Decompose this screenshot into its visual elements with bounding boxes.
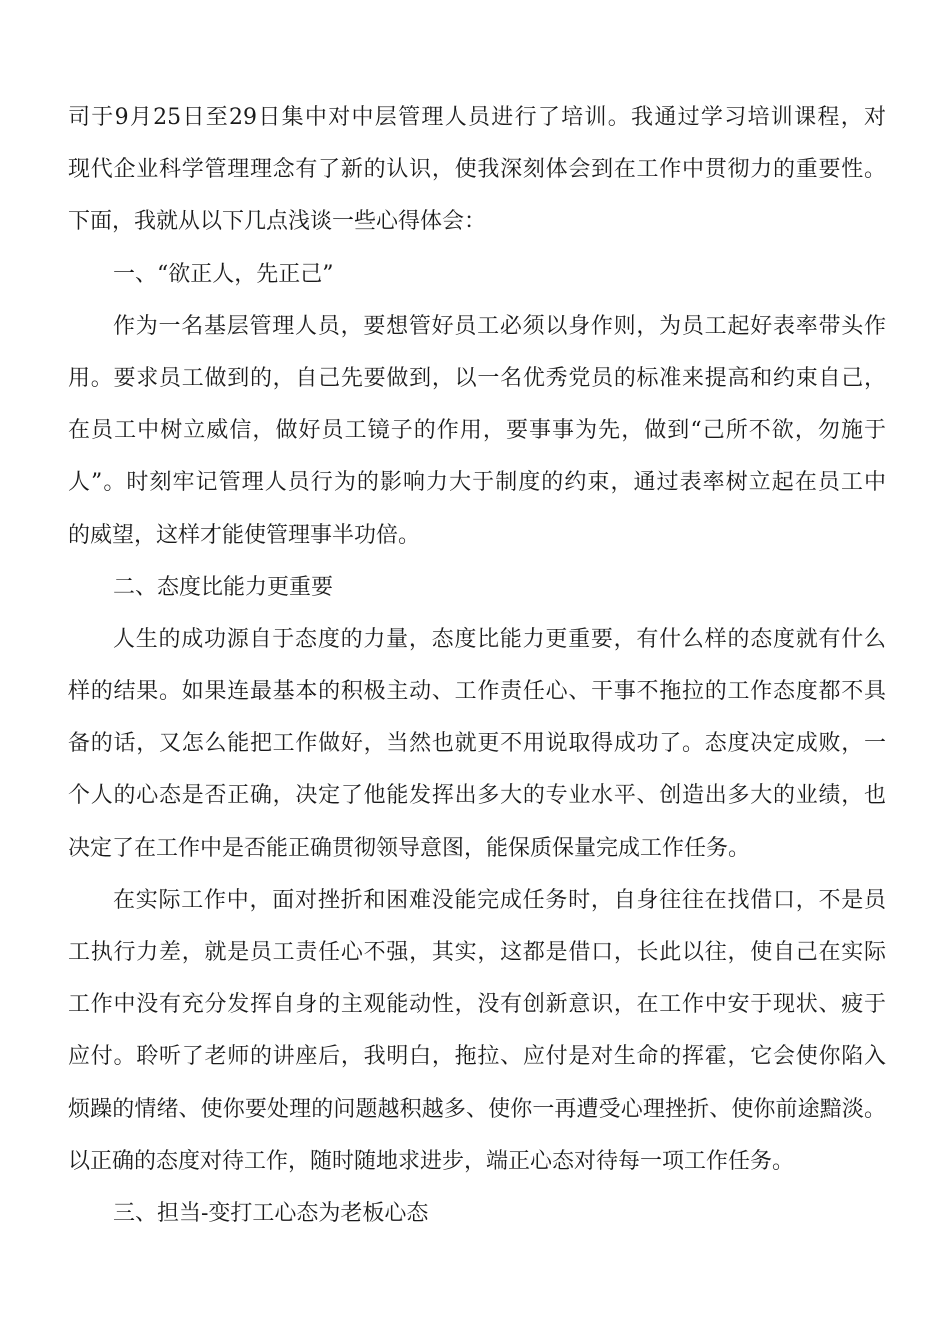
text-line: 司于9月25日至29日集中对中层管理人员进行了培训。我通过学习培训课程，对 [68,105,886,130]
text-line: 工执行力差，就是员工责任心不强，其实，这都是借口，长此以往，使自己在实际 [68,940,886,965]
text-line: 现代企业科学管理理念有了新的认识，使我深刻体会到在工作中贯彻力的重要性。 [68,157,886,183]
text-line: 下面，我就从以下几点浅谈一些心得体会： [68,209,487,235]
section-heading: 一、“欲正人，先正己” [113,261,334,287]
text-line: 个人的心态是否正确，决定了他能发挥出多大的专业水平、创造出多大的业绩，也 [68,783,886,809]
text-line: 备的话，又怎么能把工作做好，当然也就更不用说取得成功了。态度决定成败，一 [68,731,886,757]
text-line: 在员工中树立威信，做好员工镜子的作用，要事事为先，做到“己所不欲，勿施于 [68,418,886,444]
text-line: 应付。聆听了老师的讲座后，我明白，拖拉、应付是对生命的挥霍，它会使你陷入 [68,1044,886,1070]
text-line: 用。要求员工做到的，自己先要做到，以一名优秀党员的标准来提高和约束自己， [68,365,886,391]
text-line: 工作中没有充分发挥自身的主观能动性，没有创新意识，在工作中安于现状、疲于 [68,992,886,1018]
text-line: 以正确的态度对待工作，随时随地求进步，端正心态对待每一项工作任务。 [68,1148,795,1174]
section-heading: 二、态度比能力更重要 [113,574,334,600]
section-heading: 三、担当-变打工心态为老板心态 [113,1200,429,1226]
text-line: 烦躁的情绪、使你要处理的问题越积越多、使你一再遭受心理挫折、使你前途黯淡。 [68,1096,886,1122]
text-line: 人”。时刻牢记管理人员行为的影响力大于制度的约束，通过表率树立起在员工中 [68,470,886,496]
text-line: 样的结果。如果连最基本的积极主动、工作责任心、干事不拖拉的工作态度都不具 [68,679,886,705]
text-line: 决定了在工作中是否能正确贯彻领导意图，能保质保量完成工作任务。 [68,835,751,861]
document-body [68,92,886,1240]
text-line: 的威望，这样才能使管理事半功倍。 [68,522,421,548]
text-line: 人生的成功源自于态度的力量，态度比能力更重要，有什么样的态度就有什么 [113,626,886,652]
text-line: 作为一名基层管理人员，要想管好员工必须以身作则，为员工起好表率带头作 [113,313,886,339]
text-line: 在实际工作中，面对挫折和困难没能完成任务时，自身往往在找借口，不是员 [113,887,886,913]
